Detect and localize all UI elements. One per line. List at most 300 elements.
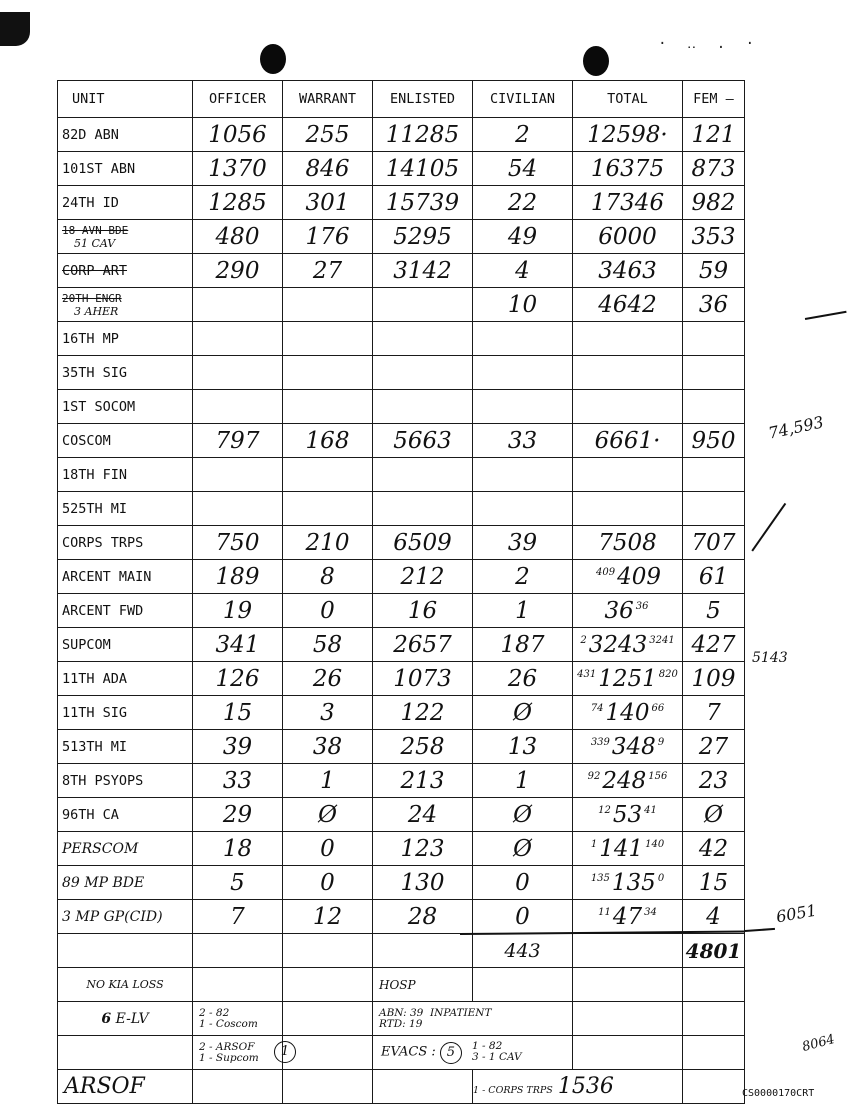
punch-hole-right (583, 46, 609, 76)
total-subtotal-right: 9 (657, 736, 665, 748)
total-subtotal-right: 41 (644, 804, 657, 816)
unit-cell (58, 628, 193, 662)
civilian-cell: 22 (473, 186, 573, 220)
officer-cell: 480 (193, 220, 283, 254)
column-header-officer: OFFICER (193, 81, 283, 118)
total-cell (573, 356, 683, 390)
enlisted-cell: 16 (373, 594, 473, 628)
unit-cell (58, 220, 193, 254)
fem-cell: 427 (683, 628, 745, 662)
total-subtotal-left: 1 (590, 838, 598, 850)
unit-cell (58, 322, 193, 356)
hosp-detail-1: ABN: 39 INPATIENT (379, 1006, 492, 1019)
table-row (58, 594, 745, 628)
column-header-warrant: WARRANT (283, 81, 373, 118)
total-value: 6661· (594, 427, 661, 454)
civilian-cell: 10 (473, 288, 573, 322)
fem-cell (683, 390, 745, 424)
lv-detail-2: 1 - Coscom (199, 1017, 258, 1030)
lv2-detail (193, 1036, 290, 1070)
unit-note: 3 AHER (74, 304, 119, 318)
warrant-cell: 12 (283, 900, 373, 934)
officer-cell: 341 (193, 628, 283, 662)
total-cell (573, 628, 683, 662)
column-header-civilian: CIVILIAN (473, 81, 573, 118)
warrant-cell: 58 (283, 628, 373, 662)
fem-cell: 61 (683, 560, 745, 594)
notes-row-2 (58, 1002, 745, 1036)
total-cell (573, 424, 683, 458)
notes-row-3 (58, 1036, 745, 1070)
total-cell (573, 798, 683, 832)
arsof-note: ARSOF (58, 1070, 193, 1104)
table-row (58, 662, 745, 696)
lv-count: 6 (101, 1010, 112, 1027)
warrant-cell: 0 (283, 866, 373, 900)
enlisted-cell (373, 288, 473, 322)
table-row (58, 526, 745, 560)
fem-cell (683, 322, 745, 356)
circled-1: 1 (274, 1041, 296, 1063)
scan-corner-mark (0, 12, 30, 46)
fem-cell: 23 (683, 764, 745, 798)
total-cell (573, 696, 683, 730)
total-subtotal-right: 820 (658, 668, 678, 680)
lv-note (58, 1002, 193, 1036)
table-row (58, 866, 745, 900)
fem-cell: 36 (683, 288, 745, 322)
unit-note: 51 CAV (74, 236, 116, 250)
enlisted-cell: 122 (373, 696, 473, 730)
unit-name: 513TH MI (62, 738, 128, 755)
unit-name: CORP ART (62, 262, 128, 279)
civilian-cell (473, 492, 573, 526)
total-cell (573, 186, 683, 220)
lv-label: E-LV (115, 1010, 149, 1027)
enlisted-cell (373, 322, 473, 356)
warrant-cell (283, 356, 373, 390)
officer-cell (193, 458, 283, 492)
scan-noise: · ‥ . · (658, 36, 760, 52)
lv2-detail-1: 2 - ARSOF (199, 1040, 255, 1053)
enlisted-cell: 123 (373, 832, 473, 866)
warrant-cell: 176 (283, 220, 373, 254)
officer-cell (193, 288, 283, 322)
unit-cell (58, 730, 193, 764)
civilian-cell: 4 (473, 254, 573, 288)
total-subtotal-left: 135 (590, 872, 610, 884)
unit-cell (58, 594, 193, 628)
table-row (58, 220, 745, 254)
unit-cell (58, 458, 193, 492)
total-cell (573, 560, 683, 594)
fem-cell: Ø (683, 798, 745, 832)
fem-cell: 109 (683, 662, 745, 696)
total-cell (573, 492, 683, 526)
total-value: 17346 (590, 189, 665, 216)
officer-cell: 33 (193, 764, 283, 798)
officer-cell: 797 (193, 424, 283, 458)
officer-cell (193, 322, 283, 356)
unit-name: SUPCOM (62, 636, 111, 653)
no-kia-note: NO KIA LOSS (58, 968, 193, 1002)
total-fem: 4801 (683, 934, 745, 968)
total-cell (573, 730, 683, 764)
total-subtotal-left: 12 (598, 804, 611, 816)
unit-name: 8TH PSYOPS (62, 772, 144, 789)
officer-cell: 18 (193, 832, 283, 866)
enlisted-cell: 5663 (373, 424, 473, 458)
total-cell (573, 254, 683, 288)
total-subtotal-left: 92 (587, 770, 601, 782)
total-cell (573, 220, 683, 254)
unit-name: 101ST ABN (62, 160, 136, 177)
scan-top-edge (0, 0, 850, 8)
civilian-cell (473, 356, 573, 390)
unit-cell (58, 492, 193, 526)
warrant-cell: 301 (283, 186, 373, 220)
unit-name: ARCENT FWD (62, 602, 144, 619)
civilian-cell: 26 (473, 662, 573, 696)
unit-name: 3 MP GP(CID) (62, 908, 163, 925)
civilian-cell: 54 (473, 152, 573, 186)
total-value: 6000 (598, 223, 657, 250)
fem-cell (683, 356, 745, 390)
officer-cell: 15 (193, 696, 283, 730)
table-row (58, 322, 745, 356)
officer-cell: 29 (193, 798, 283, 832)
officer-cell: 126 (193, 662, 283, 696)
margin-note-5143: 5143 (752, 650, 788, 666)
unit-cell (58, 900, 193, 934)
civilian-cell: 33 (473, 424, 573, 458)
lv2-detail-2: 1 - Supcom (199, 1051, 259, 1064)
civilian-cell (473, 322, 573, 356)
total-subtotal-right: 36 (635, 600, 649, 612)
enlisted-cell (373, 390, 473, 424)
unit-name: 11TH ADA (62, 670, 128, 687)
table-row (58, 458, 745, 492)
lv-detail-1: 2 - 82 (199, 1006, 230, 1019)
civilian-cell: 1 (473, 764, 573, 798)
unit-cell (58, 560, 193, 594)
total-value: 36 (604, 597, 634, 624)
column-header-enlisted: ENLISTED (373, 81, 473, 118)
total-cell (573, 458, 683, 492)
warrant-cell (283, 458, 373, 492)
unit-cell (58, 866, 193, 900)
unit-cell (58, 424, 193, 458)
total-subtotal-left: 409 (596, 566, 616, 578)
total-cell (573, 390, 683, 424)
officer-cell: 750 (193, 526, 283, 560)
fem-cell: 873 (683, 152, 745, 186)
table-row (58, 424, 745, 458)
punch-hole-left (260, 44, 286, 74)
enlisted-cell: 28 (373, 900, 473, 934)
column-header-fem: FEM – (683, 81, 745, 118)
hosp-detail (373, 1002, 573, 1036)
enlisted-cell: 130 (373, 866, 473, 900)
lv-detail (193, 1002, 283, 1036)
total-subtotal-left: 11 (598, 906, 611, 918)
civilian-cell: Ø (473, 798, 573, 832)
table-row (58, 186, 745, 220)
unit-cell (58, 832, 193, 866)
hosp-label: HOSP (373, 968, 473, 1002)
unit-name: 18 AVN BDE (62, 223, 129, 237)
civilian-cell: 1 (473, 594, 573, 628)
table-row (58, 254, 745, 288)
unit-cell (58, 152, 193, 186)
unit-name: 18TH FIN (62, 466, 128, 483)
unit-cell (58, 186, 193, 220)
enlisted-cell (373, 492, 473, 526)
enlisted-cell: 11285 (373, 118, 473, 152)
margin-note-8064: 8064 (800, 1031, 837, 1056)
total-value: 53 (612, 801, 643, 828)
total-value: 1251 (598, 665, 657, 692)
unit-name: 89 MP BDE (62, 874, 145, 891)
table-row (58, 832, 745, 866)
unit-cell (58, 696, 193, 730)
warrant-cell: 1 (283, 764, 373, 798)
table-row (58, 288, 745, 322)
civilian-cell: 2 (473, 560, 573, 594)
unit-cell (58, 118, 193, 152)
header-row (58, 81, 745, 118)
fem-cell: 27 (683, 730, 745, 764)
margin-note-6051: 6051 (774, 900, 819, 927)
total-subtotal-right: 34 (644, 906, 657, 918)
notes-row-1 (58, 968, 745, 1002)
officer-cell (193, 356, 283, 390)
enlisted-cell: 3142 (373, 254, 473, 288)
total-value: 16375 (590, 155, 665, 182)
total-value: 409 (617, 563, 661, 590)
fem-cell: 950 (683, 424, 745, 458)
unit-cell (58, 526, 193, 560)
total-cell (573, 288, 683, 322)
officer-cell: 1285 (193, 186, 283, 220)
bottom-code: CS0000170CRT (742, 1088, 815, 1099)
warrant-cell: 0 (283, 832, 373, 866)
enlisted-cell: 2657 (373, 628, 473, 662)
total-value: 141 (599, 835, 644, 862)
enlisted-cell: 1073 (373, 662, 473, 696)
enlisted-cell: 15739 (373, 186, 473, 220)
evacs-label: EVACS : (381, 1044, 436, 1060)
enlisted-cell (373, 458, 473, 492)
fem-cell: 707 (683, 526, 745, 560)
warrant-cell (283, 390, 373, 424)
civilian-cell: 49 (473, 220, 573, 254)
warrant-cell: 38 (283, 730, 373, 764)
total-value: 3243 (588, 631, 648, 658)
officer-cell: 39 (193, 730, 283, 764)
fem-cell: 5 (683, 594, 745, 628)
totals-row (58, 934, 745, 968)
officer-cell: 290 (193, 254, 283, 288)
officer-cell (193, 390, 283, 424)
table-row (58, 764, 745, 798)
fem-cell: 7 (683, 696, 745, 730)
officer-cell (193, 492, 283, 526)
officer-cell: 189 (193, 560, 283, 594)
warrant-cell (283, 288, 373, 322)
total-cell (573, 152, 683, 186)
fem-cell: 42 (683, 832, 745, 866)
officer-cell: 5 (193, 866, 283, 900)
total-subtotal-right: 140 (645, 838, 665, 850)
unit-name: ARCENT MAIN (62, 568, 152, 585)
table-row (58, 152, 745, 186)
warrant-cell: 27 (283, 254, 373, 288)
evacs-note (373, 1036, 573, 1070)
total-value: 4642 (598, 291, 657, 318)
total-civilian: 443 (473, 934, 573, 968)
unit-name: 35TH SIG (62, 364, 128, 381)
civilian-cell: 187 (473, 628, 573, 662)
enlisted-cell: 5295 (373, 220, 473, 254)
table-row (58, 390, 745, 424)
total-value: 140 (605, 699, 650, 726)
margin-note-74593: 74,593 (766, 412, 826, 443)
margin-total-line (745, 928, 775, 932)
warrant-cell: 210 (283, 526, 373, 560)
total-subtotal-right: 3241 (649, 634, 675, 646)
table-row (58, 118, 745, 152)
warrant-cell: 26 (283, 662, 373, 696)
officer-cell: 7 (193, 900, 283, 934)
unit-name: PERSCOM (62, 840, 139, 857)
total-subtotal-right: 0 (657, 872, 665, 884)
unit-cell (58, 390, 193, 424)
unit-name: COSCOM (62, 432, 111, 449)
total-cell (573, 594, 683, 628)
total-cell (573, 832, 683, 866)
column-header-total: TOTAL (573, 81, 683, 118)
civilian-cell (473, 458, 573, 492)
total-value: 7508 (598, 529, 657, 556)
civilian-cell: 2 (473, 118, 573, 152)
total-subtotal-left: 74 (590, 702, 604, 714)
unit-cell (58, 288, 193, 322)
total-subtotal-right: 66 (651, 702, 665, 714)
enlisted-cell (373, 356, 473, 390)
civilian-cell: 13 (473, 730, 573, 764)
enlisted-cell: 24 (373, 798, 473, 832)
notes-row-4 (58, 1070, 745, 1104)
corps-label: 1 - CORPS TRPS (473, 1085, 553, 1096)
civilian-cell: 39 (473, 526, 573, 560)
warrant-cell: 8 (283, 560, 373, 594)
table-row (58, 798, 745, 832)
total-subtotal-right: 156 (648, 770, 668, 782)
fem-cell: 982 (683, 186, 745, 220)
officer-cell: 1056 (193, 118, 283, 152)
fem-cell: 15 (683, 866, 745, 900)
warrant-cell: 0 (283, 594, 373, 628)
warrant-cell: 3 (283, 696, 373, 730)
total-value: 348 (611, 733, 656, 760)
total-cell (573, 526, 683, 560)
total-cell (573, 764, 683, 798)
unit-cell (58, 662, 193, 696)
total-value: 3463 (598, 257, 657, 284)
total-value: 135 (611, 869, 656, 896)
evacs-count: 5 (440, 1042, 462, 1064)
unit-cell (58, 798, 193, 832)
table-row (58, 900, 745, 934)
corps-note (473, 1070, 683, 1104)
warrant-cell: Ø (283, 798, 373, 832)
fem-cell (683, 458, 745, 492)
total-value: 47 (612, 903, 643, 930)
warrant-cell (283, 322, 373, 356)
enlisted-cell: 14105 (373, 152, 473, 186)
warrant-cell (283, 492, 373, 526)
unit-cell (58, 356, 193, 390)
enlisted-cell: 6509 (373, 526, 473, 560)
unit-name: 20TH ENGR (62, 291, 122, 305)
warrant-cell: 255 (283, 118, 373, 152)
total-cell (573, 322, 683, 356)
hosp-detail-2: RTD: 19 (379, 1017, 423, 1030)
unit-cell (58, 254, 193, 288)
unit-cell (58, 764, 193, 798)
table-row (58, 356, 745, 390)
table-row (58, 560, 745, 594)
enlisted-cell: 258 (373, 730, 473, 764)
fem-cell (683, 492, 745, 526)
unit-name: 96TH CA (62, 806, 119, 823)
table-row (58, 492, 745, 526)
total-value: 248 (602, 767, 647, 794)
enlisted-cell: 212 (373, 560, 473, 594)
warrant-cell: 846 (283, 152, 373, 186)
corps-total: 1536 (557, 1074, 614, 1099)
margin-mark-line (805, 311, 847, 320)
table-row (58, 628, 745, 662)
unit-name: CORPS TRPS (62, 534, 144, 551)
total-value: 12598· (587, 121, 668, 148)
evacs-detail-2: 3 - 1 CAV (472, 1051, 522, 1064)
total-cell (573, 900, 683, 934)
warrant-cell: 168 (283, 424, 373, 458)
unit-name: 16TH MP (62, 330, 119, 347)
total-subtotal-left: 2 (580, 634, 587, 646)
unit-name: 82D ABN (62, 126, 119, 143)
unit-name: 24TH ID (62, 194, 119, 211)
total-cell (573, 118, 683, 152)
column-header-unit: UNIT (58, 81, 193, 118)
total-subtotal-left: 339 (590, 736, 610, 748)
fem-cell: 121 (683, 118, 745, 152)
margin-slash-line (751, 503, 786, 551)
civilian-cell (473, 390, 573, 424)
total-cell (573, 866, 683, 900)
unit-name: 525TH MI (62, 500, 128, 517)
civilian-cell: 0 (473, 866, 573, 900)
fem-cell: 4 (683, 900, 745, 934)
table-row (58, 696, 745, 730)
civilian-cell: Ø (473, 696, 573, 730)
unit-name: 11TH SIG (62, 704, 128, 721)
enlisted-cell: 213 (373, 764, 473, 798)
table-row (58, 730, 745, 764)
evacs-detail-1: 1 - 82 (472, 1040, 503, 1053)
